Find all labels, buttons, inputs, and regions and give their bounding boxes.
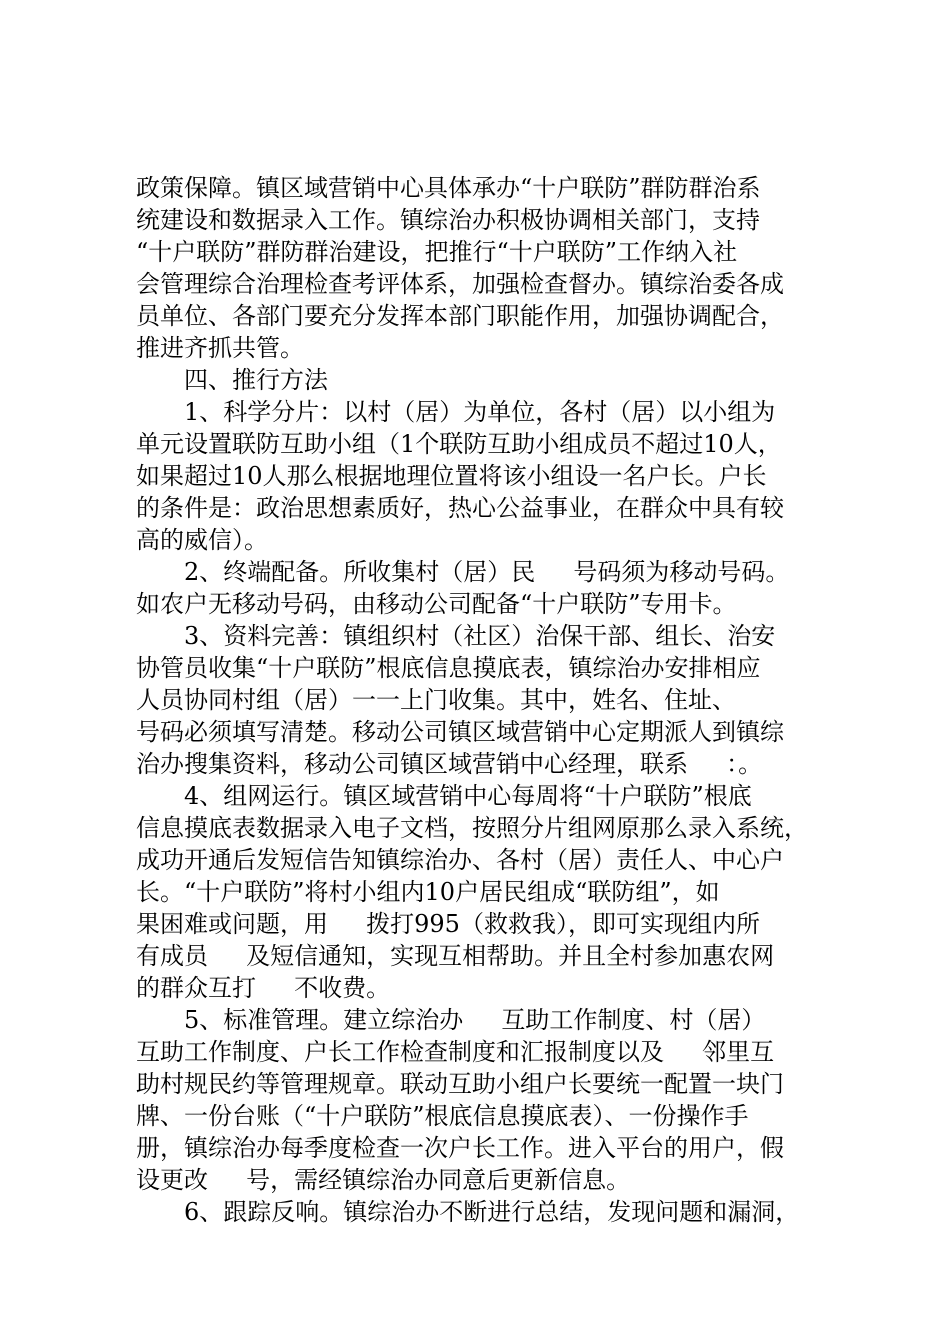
text-line: 员单位、各部门要充分发挥本部门职能作用，加强协调配合， <box>136 302 784 330</box>
text-line: 人员协同村组（居）一一上门收集。其中，姓名、住址、 <box>136 686 736 714</box>
text-line: 助村规民约等管理规章。联动互助小组户长要统一配置一块门 <box>136 1070 784 1098</box>
text-line: 成功开通后发短信告知镇综治办、各村（居）责任人、中心户 <box>136 846 784 874</box>
text-line: 牌、一份台账（“十户联防”根底信息摸底表）、一份操作手 <box>136 1102 749 1130</box>
text-line: 治办搜集资料，移动公司镇区域营销中心经理，联系 ：。 <box>136 750 763 778</box>
text-line: 有成员 及短信通知，实现互相帮助。并且全村参加惠农网 <box>136 942 775 970</box>
text-line: 会管理综合治理检查考评体系，加强检查督办。镇综治委各成 <box>136 270 784 298</box>
text-line: 号码必须填写清楚。移动公司镇区域营销中心定期派人到镇综 <box>136 718 784 746</box>
text-line: 果困难或问题，用 拨打995（救救我），即可实现组内所 <box>136 910 760 938</box>
text-line: 统建设和数据录入工作。镇综治办积极协调相关部门，支持 <box>136 206 760 234</box>
text-line: “十户联防”群防群治建设，把推行“十户联防”工作纳入社 <box>136 238 738 266</box>
text-line: 互助工作制度、户长工作检查制度和汇报制度以及 邻里互 <box>136 1038 775 1066</box>
text-line: 如果超过10人那么根据地理位置将该小组设一名户长。户长 <box>136 462 767 490</box>
text-line: 推进齐抓共管。 <box>136 334 304 362</box>
document-body <box>136 172 836 1228</box>
paragraph-first-line: 6、跟踪反响。镇综治办不断进行总结，发现问题和漏洞， <box>184 1198 800 1226</box>
paragraph-first-line: 四、推行方法 <box>184 366 328 394</box>
text-line: 信息摸底表数据录入电子文档，按照分片组网原那么录入系统， <box>136 814 808 842</box>
text-line: 的群众互打 不收费。 <box>136 974 391 1002</box>
paragraph-first-line: 3、资料完善：镇组织村（社区）治保干部、组长、治安 <box>184 622 776 650</box>
text-line: 单元设置联防互助小组（1个联防互助小组成员不超过10人， <box>136 430 782 458</box>
paragraph-first-line: 5、标准管理。建立综治办 互助工作制度、村（居） <box>184 1006 766 1034</box>
paragraph-first-line: 2、终端配备。所收集村（居）民 号码须为移动号码。 <box>184 558 790 586</box>
paragraph-first-line: 1、科学分片：以村（居）为单位，各村（居）以小组为 <box>184 398 776 426</box>
text-line: 政策保障。镇区域营销中心具体承办“十户联防”群防群治系 <box>136 174 761 202</box>
text-line: 长。“十户联防”将村小组内10户居民组成“联防组”，如 <box>136 878 720 906</box>
paragraph-first-line: 4、组网运行。镇区域营销中心每周将“十户联防”根底 <box>184 782 752 810</box>
text-line: 高的威信）。 <box>136 526 268 554</box>
text-line: 设更改 号，需经镇综治办同意后更新信息。 <box>136 1166 631 1194</box>
text-line: 如农户无移动号码，由移动公司配备“十户联防”专用卡。 <box>136 590 737 618</box>
text-line: 的条件是：政治思想素质好，热心公益事业，在群众中具有较 <box>136 494 784 522</box>
text-line: 协管员收集“十户联防”根底信息摸底表，镇综治办安排相应 <box>136 654 761 682</box>
text-line: 册，镇综治办每季度检查一次户长工作。进入平台的用户，假 <box>136 1134 784 1162</box>
